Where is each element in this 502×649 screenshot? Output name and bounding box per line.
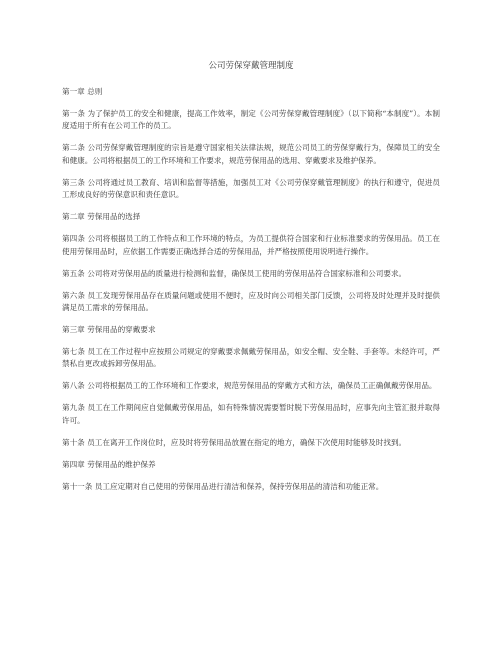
- article-11: 第十一条 员工应定期对自己使用的劳保用品进行清洁和保养，保持劳保用品的清洁和功能正常。: [62, 481, 384, 491]
- article-6: 第六条 员工发现劳保用品存在质量问题或使用不便时，应及时向公司相关部门反馈，公司将及时处理并及时提供满足员工需求的劳保用品。: [62, 290, 440, 313]
- article-9: 第九条 员工在工作期间应自觉佩戴劳保用品，如有特殊情况需要暂时脱下劳保用品时，应事先向主管汇报并取得许可。: [62, 403, 440, 425]
- article-5: 第五条 公司将对劳保用品的质量进行检测和监督，确保员工使用的劳保用品符合国家标准和公司要求。: [62, 268, 407, 278]
- article-1: 第一条 为了保护员工的安全和健康，提高工作效率，制定《公司劳保穿戴管理制度》（以下简称“本制度”）。本制度适用于所有在公司工作的员工。: [62, 109, 440, 131]
- article-7: 第七条 员工在工作过程中应按照公司规定的穿戴要求佩戴劳保用品，如安全帽、安全鞋、手套等。未经许可，严禁私自更改或拆卸劳保用品。: [62, 347, 440, 369]
- chapter-heading-1: 第一章 总则: [62, 87, 103, 96]
- chapter-heading-2: 第二章 劳保用品的选择: [62, 212, 141, 222]
- chapter-heading-3: 第三章 劳保用品的穿戴要求: [62, 325, 156, 335]
- article-8: 第八条 公司将根据员工的工作环境和工作要求，规范劳保用品的穿戴方式和方法，确保员工正确佩戴劳保用品。: [62, 381, 437, 391]
- article-3: 第三条 公司将通过员工教育、培训和监督等措施，加强员工对《公司劳保穿戴管理制度》的执行和遵守，促进员工形成良好的劳保意识和责任意识。: [62, 177, 440, 200]
- article-10: 第十条 员工在离开工作岗位时，应及时将劳保用品放置在指定的地方，确保下次使用时能够及时找到。: [62, 437, 407, 447]
- article-4: 第四条 公司将根据员工的工作特点和工作环境的特点，为员工提供符合国家和行业标准要求的劳保用品。员工在使用劳保用品时，应依据工作需要正确选择合适的劳保用品，并严格按照使用说明进行操作。: [62, 234, 440, 256]
- article-2: 第二条 公司劳保穿戴管理制度的宗旨是遵守国家相关法律法规，规范公司员工的劳保穿戴行为，保障员工的安全和健康。公司将根据员工的工作环境和工作要求，规范劳保用品的选用、穿戴要求及维护保养。: [62, 143, 440, 165]
- chapter-heading-4: 第四章 劳保用品的维护保养: [62, 459, 156, 469]
- document-title: 公司劳保穿戴管理制度: [208, 61, 294, 71]
